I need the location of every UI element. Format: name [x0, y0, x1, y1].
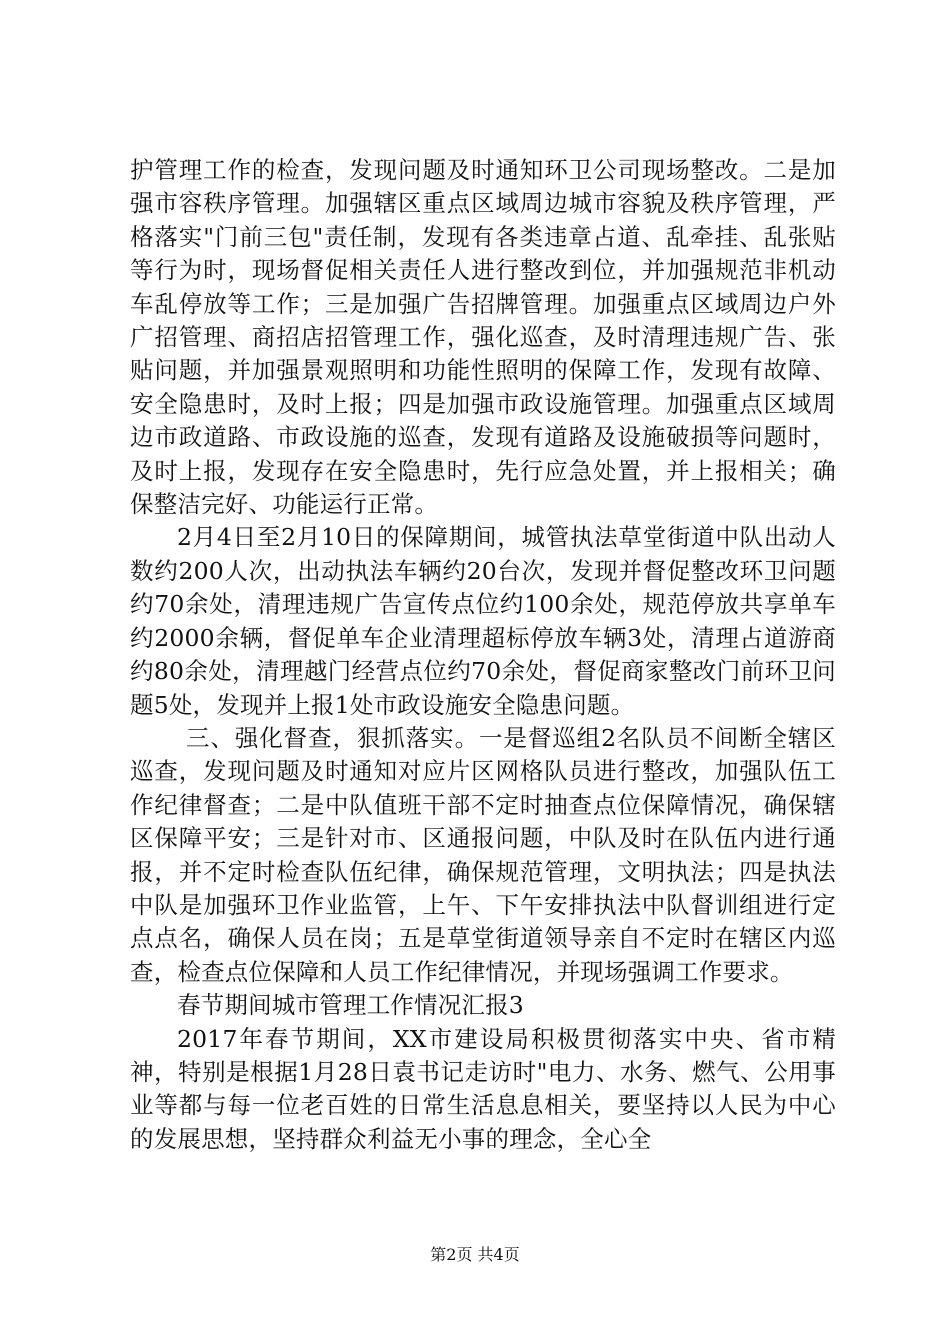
- document-body: [130, 154, 836, 1156]
- section-heading-report-3: 春节期间城市管理工作情况汇报3: [177, 991, 524, 1020]
- paragraph-guarantee-period: 2月4日至2月10日的保障期间，城管执法草堂街道中队出动人数约200人次，出动执法车辆约20台次，发现并督促整改环卫问题约70余处，清理违规广告宣传点位约100余处，规范停放共享单车约2000余辆，督促单车企业清理超标停放车辆3处，清理占道游商约80余处，清理越门经营点位约70余处，督促商家整改门前环卫问题5处，发现并上报1处市政设施安全隐患问题。: [130, 523, 836, 719]
- paragraph-report-3-intro: 2017年春节期间，XX市建设局积极贯彻落实中央、省市精神，特别是根据1月28日袁书记走访时"电力、水务、燃气、公用事业等都与每一位老百姓的日常生活息息相关，要坚持以人民为中心的发展思想，坚持群众利益无小事的理念，全心全: [130, 1024, 836, 1153]
- paragraph-supervision: 三、强化督查，狠抓落实。一是督巡组2名队员不间断全辖区巡查，发现问题及时通知对应片区网格队员进行整改，加强队伍工作纪律督查；二是中队值班干部不定时抽查点位保障情况，确保辖区保障平安；三是针对市、区通报问题，中队及时在队伍内进行通报，并不定时检查队伍纪律，确保规范管理，文明执法；四是执法中队是加强环卫作业监管，上午、下午安排执法中队督训组进行定点点名，确保人员在岗；五是草堂街道领导亲自不定时在辖区内巡查，检查点位保障和人员工作纪律情况，并现场强调工作要求。: [130, 723, 836, 986]
- paragraph-continuation: 护管理工作的检查，发现问题及时通知环卫公司现场整改。二是加强市容秩序管理。加强辖区重点区域周边城市容貌及秩序管理，严格落实"门前三包"责任制，发现有各类违章占道、乱牵挂、乱张贴等行为时，现场督促相关责任人进行整改到位，并加强规范非机动车乱停放等工作；三是加强广告招牌管理。加强重点区域周边户外广招管理、商招店招管理工作，强化巡查，及时清理违规广告、张贴问题，并加强景观照明和功能性照明的保障工作，发现有故障、安全隐患时，及时上报；四是加强市政设施管理。加强重点区域周边市政道路、市政设施的巡查，发现有道路及设施破损等问题时，及时上报，发现存在安全隐患时，先行应急处置，并上报相关；确保整洁完好、功能运行正常。: [130, 156, 836, 519]
- page-number-footer: 第2页 共4页: [430, 1245, 520, 1264]
